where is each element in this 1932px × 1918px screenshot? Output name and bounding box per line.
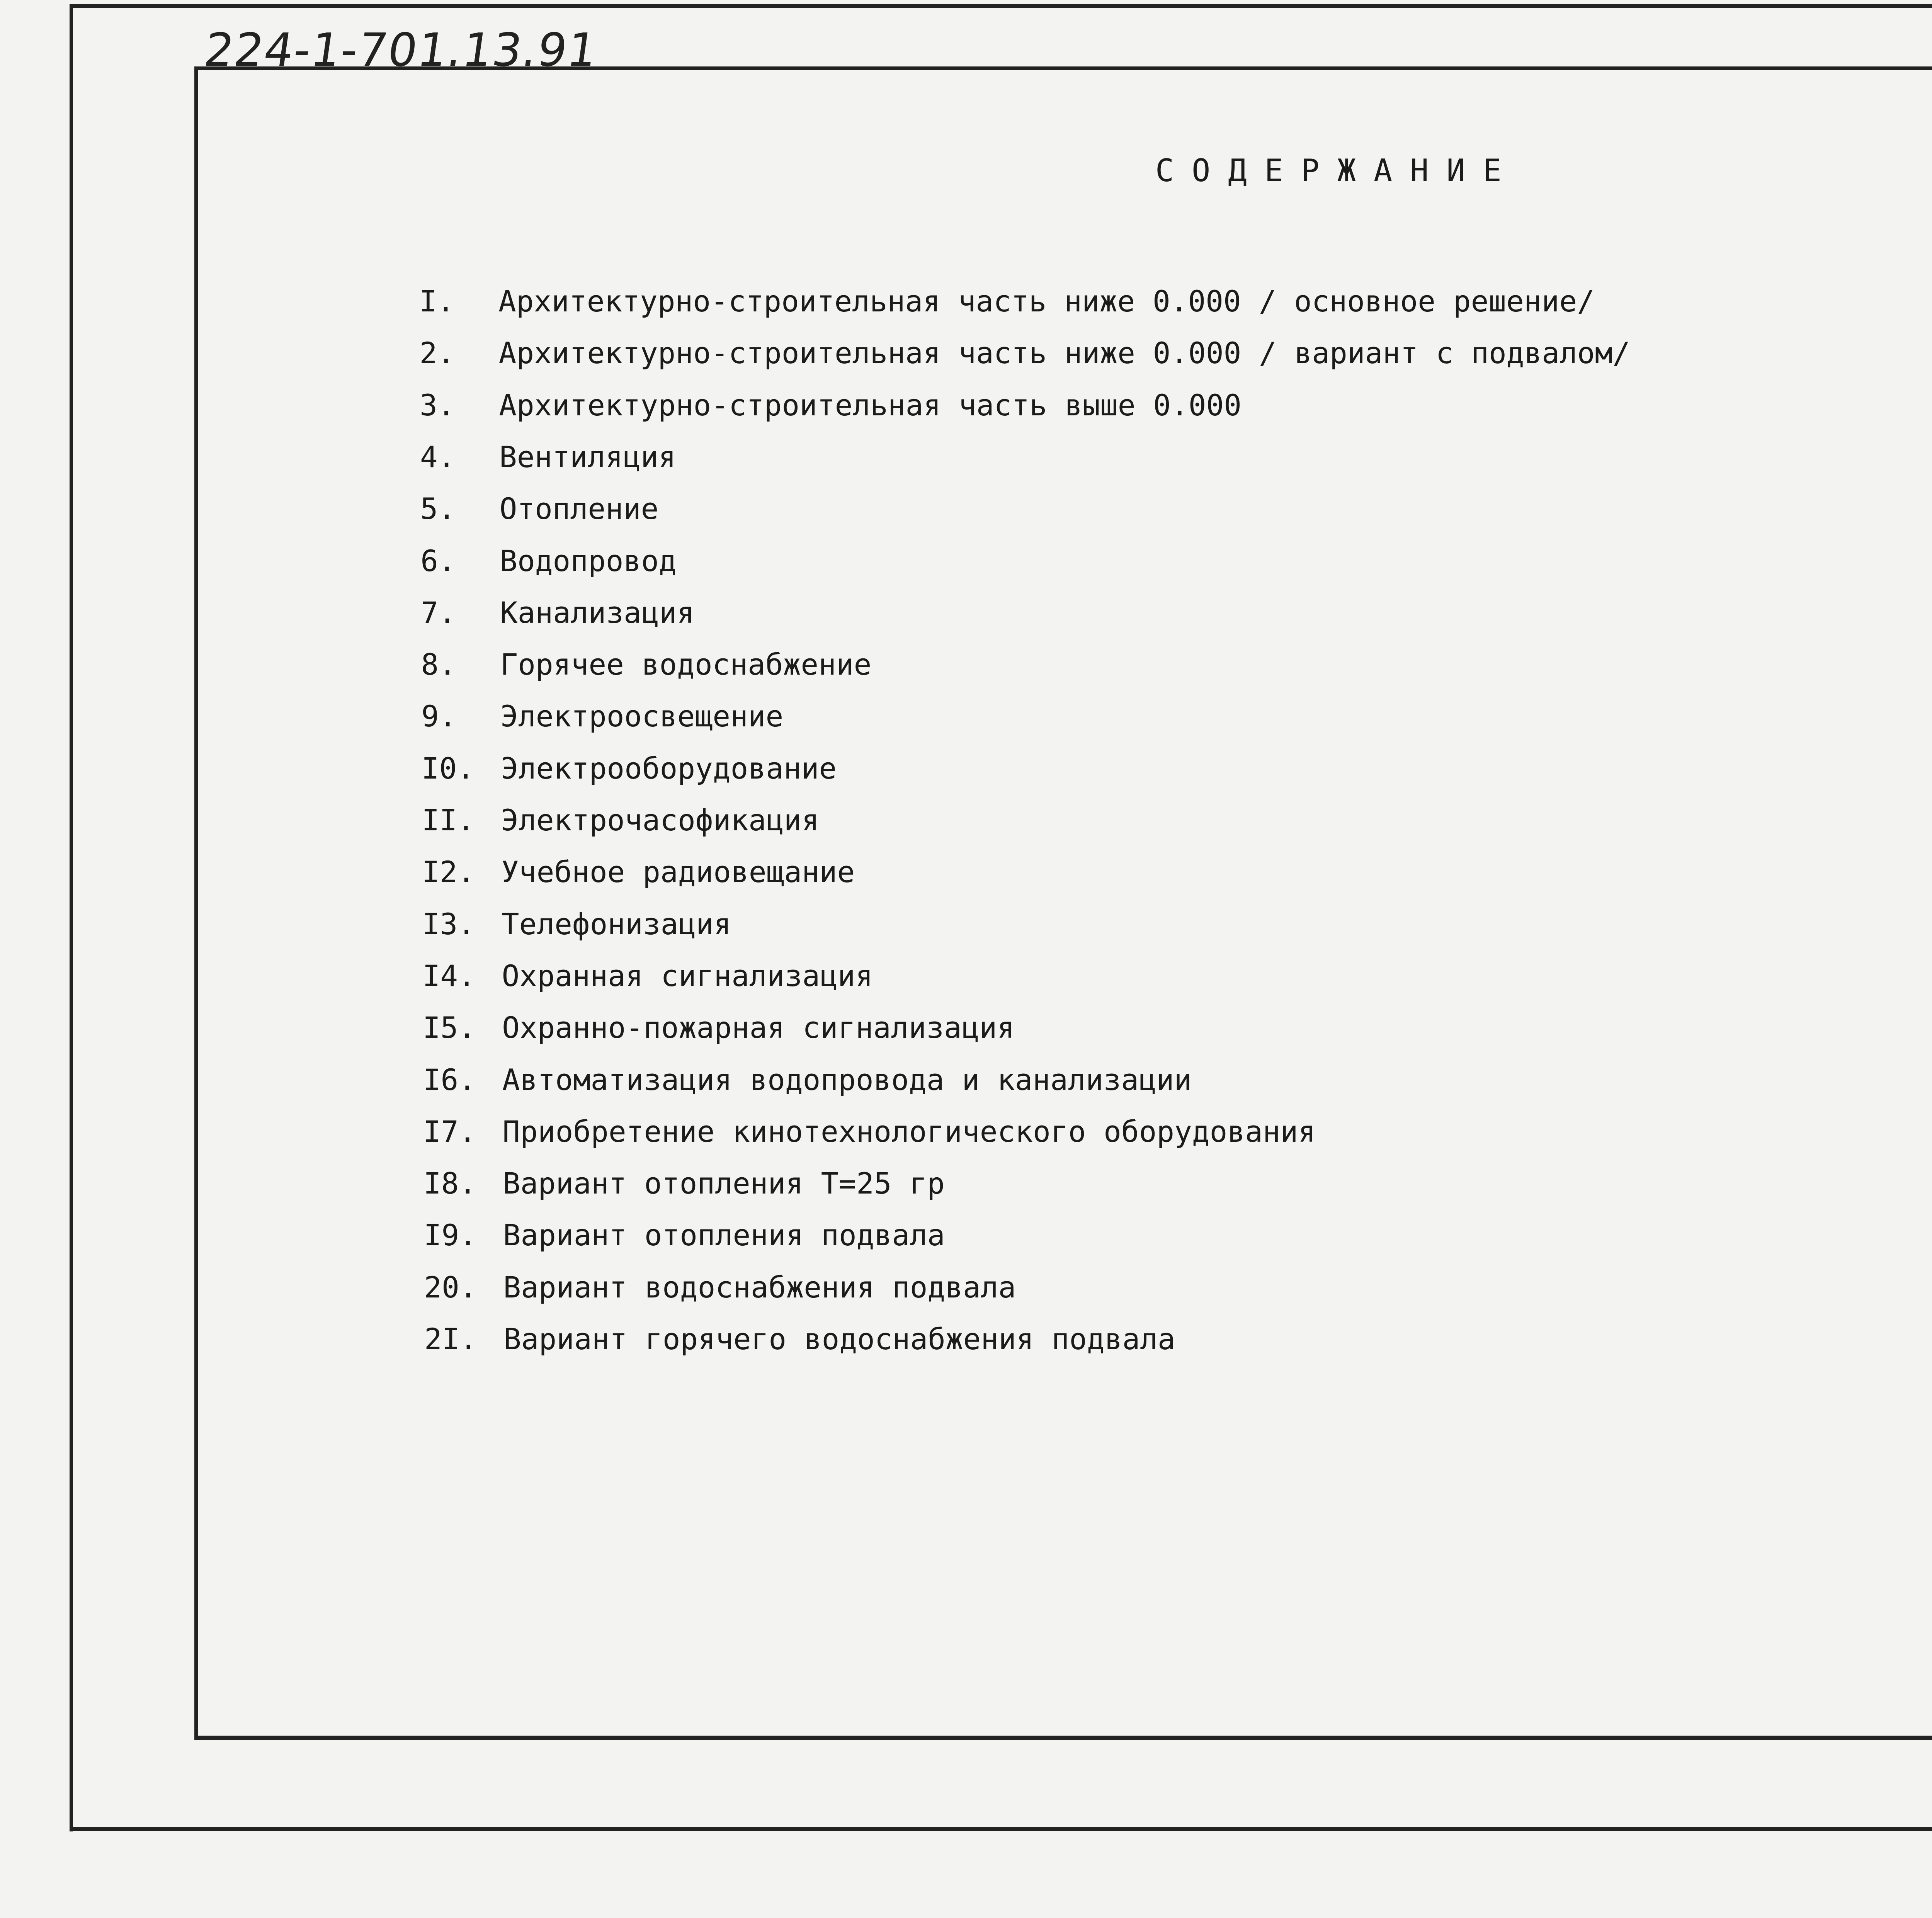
toc-entry-title: Горячее водоснабжение (500, 647, 872, 682)
toc-entry-title: Водопровод (500, 543, 677, 578)
toc-entry-number: 20. (424, 1270, 477, 1304)
toc-entry-title: Архитектурно-строительная часть выше 0.000 (499, 388, 1242, 422)
page-title: СОДЕРЖАНИЕ (1155, 153, 1519, 189)
toc-entry-number: I0. (421, 751, 475, 786)
toc-entry-number: I5. (423, 1010, 476, 1045)
toc-entry-number: I3. (422, 906, 476, 941)
toc-entry-title: Охранная сигнализация (502, 958, 873, 993)
toc-entry-number: 2. (419, 336, 455, 371)
toc-entry-number: I. (419, 284, 455, 318)
toc-entry-title: Электрочасофикация (501, 803, 820, 837)
document-code: 224-1-701.13.91 (201, 23, 601, 77)
toc-entry-title: Вариант горячего водоснабжения подвала (503, 1322, 1175, 1356)
toc-entry-title: Вентиляция (499, 439, 676, 474)
toc-entry-title: Архитектурно-строительная часть ниже 0.000 / вариант с подвалом/ (498, 336, 1631, 371)
toc-entry-number: 5. (420, 491, 456, 526)
outer-left-border (70, 8, 73, 1831)
toc-entry-title: Электрооборудование (500, 751, 837, 786)
toc-entry-number: I2. (422, 855, 475, 889)
toc-entry-title: Вариант отопления подвала (503, 1218, 945, 1253)
toc-entry-title: Автоматизация водопровода и канализации (502, 1062, 1192, 1097)
toc-entry-title: Приобретение кинотехнологического оборудования (502, 1114, 1316, 1149)
toc-entry-number: 3. (420, 388, 455, 422)
toc-entry-title: Электроосвещение (500, 699, 784, 734)
outer-bottom-border (70, 1827, 1932, 1831)
toc-entry-number: I8. (423, 1166, 477, 1201)
toc-entry-number: I7. (423, 1114, 476, 1149)
toc-entry-number: 9. (421, 699, 457, 734)
toc-entry-number: 4. (420, 439, 456, 474)
toc-entry-number: 8. (421, 647, 457, 682)
toc-entry-title: Канализация (500, 595, 695, 630)
toc-entry-title: Вариант отопления Т=25 гр (503, 1166, 945, 1201)
toc-entry-title: Отопление (499, 491, 659, 526)
toc-entry-number: 2I. (424, 1322, 478, 1356)
toc-entry-title: Учебное радиовещание (501, 855, 855, 889)
toc-entry-title: Телефонизация (501, 906, 731, 941)
toc-entry-number: II. (422, 803, 475, 837)
toc-entry-number: 6. (420, 543, 456, 578)
toc-entry-number: I6. (423, 1062, 476, 1097)
toc-entry-number: 7. (420, 595, 456, 630)
sheet-top-edge (70, 4, 1932, 8)
toc-entry-number: I4. (422, 958, 476, 993)
toc-entry-title: Архитектурно-строительная часть ниже 0.000 / основное решение/ (498, 284, 1595, 318)
toc-entry-number: I9. (423, 1218, 477, 1253)
toc-entry-title: Вариант водоснабжения подвала (503, 1270, 1016, 1304)
toc-entry-title: Охранно-пожарная сигнализация (502, 1010, 1015, 1045)
